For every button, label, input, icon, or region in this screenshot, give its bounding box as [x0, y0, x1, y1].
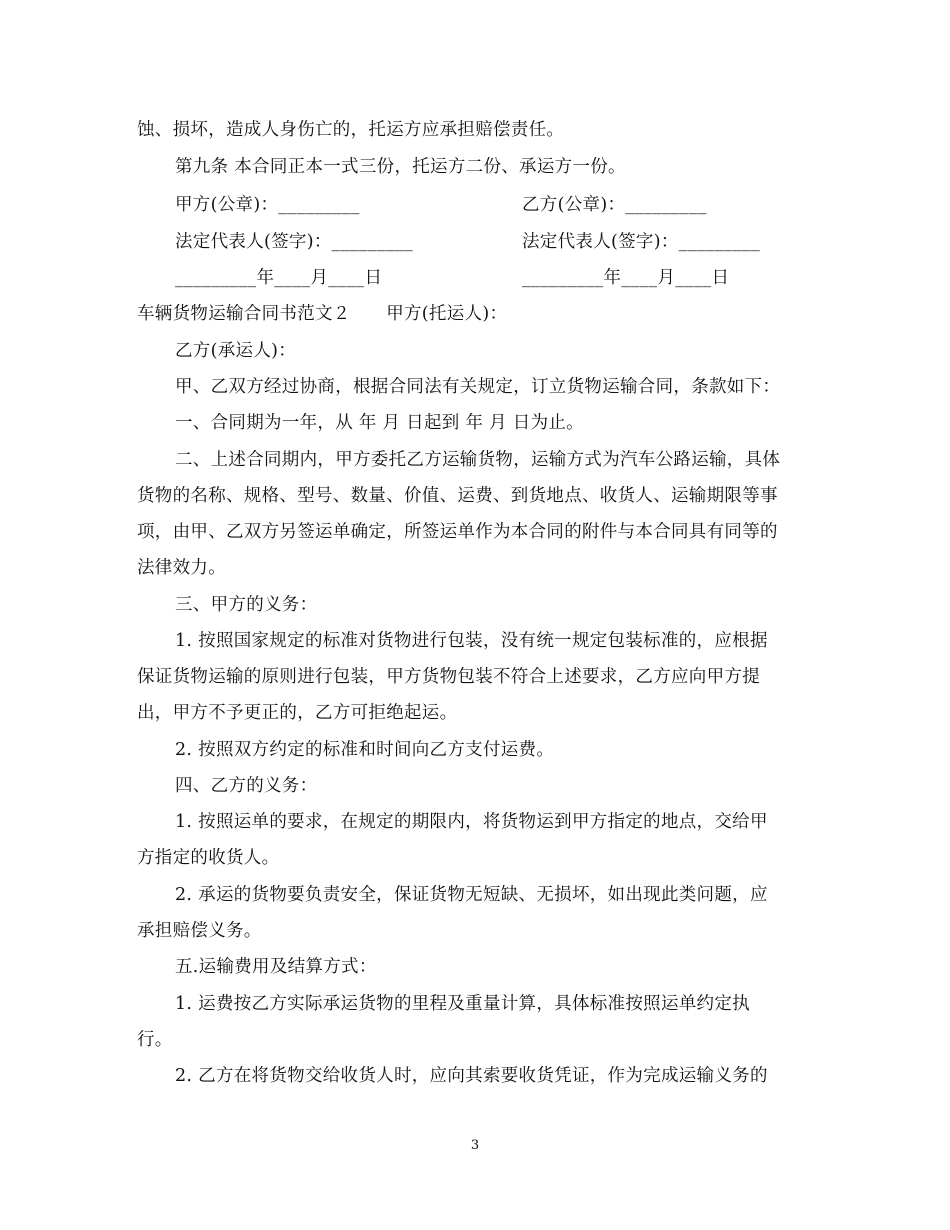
- text-line-20: 出，甲方不予更正的，乙方可拒绝起运。: [137, 703, 458, 723]
- text-line-30: 2. 乙方在将货物交给收货人时，应向其索要收货凭证，作为完成运输义务的: [175, 1066, 768, 1086]
- signature-party-a-seal: 甲方(公章)：_________: [175, 195, 360, 215]
- text-line-17: 三、甲方的义务：: [175, 595, 318, 615]
- signature-party-a-date: _________年____月____日: [175, 268, 383, 288]
- text-line-27: 五.运输费用及结算方式：: [175, 957, 377, 977]
- signature-party-a-representative: 法定代表人(签字)：_________: [175, 232, 414, 252]
- text-line-25: 2. 承运的货物要负责安全，保证货物无短缺、无损坏，如出现此类问题，应: [175, 885, 768, 905]
- text-line-24: 方指定的收货人。: [137, 848, 280, 868]
- text-line-1: 蚀、损坏，造成人身伤亡的，托运方应承担赔偿责任。: [137, 120, 565, 140]
- text-line-29: 行。: [137, 1030, 173, 1050]
- text-line-16: 法律效力。: [137, 558, 226, 578]
- text-line-23: 1. 按照运单的要求，在规定的期限内，将货物运到甲方指定的地点，交给甲: [175, 812, 768, 832]
- text-line-2: 第九条 本合同正本一式三份，托运方二份、承运方一份。: [175, 157, 626, 177]
- text-line-15: 项，由甲、乙双方另签运单确定，所签运单作为本合同的附件与本合同具有同等的: [137, 522, 778, 542]
- text-line-19: 保证货物运输的原则进行包装，甲方货物包装不符合上述要求，乙方应向甲方提: [137, 667, 760, 687]
- text-line-21: 2. 按照双方约定的标准和时间向乙方支付运费。: [175, 740, 555, 760]
- signature-party-b-seal: 乙方(公章)：_________: [522, 195, 707, 215]
- text-line-11: 甲、乙双方经过协商，根据合同法有关规定，订立货物运输合同，条款如下：: [175, 377, 781, 397]
- signature-party-b-representative: 法定代表人(签字)：_________: [522, 232, 761, 252]
- text-line-14: 货物的名称、规格、型号、数量、价值、运费、到货地点、收货人、运输期限等事: [137, 486, 778, 506]
- text-line-18: 1. 按照国家规定的标准对货物进行包装，没有统一规定包装标准的，应根据: [175, 631, 768, 651]
- text-line-28: 1. 运费按乙方实际承运货物的里程及重量计算，具体标准按照运单约定执: [175, 994, 750, 1014]
- signature-party-b-date: _________年____月____日: [522, 268, 730, 288]
- text-line-12: 一、合同期为一年，从 年 月 日起到 年 月 日为止。: [175, 413, 584, 433]
- section-title-line: 车辆货物运输合同书范文２ 甲方(托运人)：: [137, 304, 508, 324]
- text-line-26: 承担赔偿义务。: [137, 921, 262, 941]
- text-line-22: 四、乙方的义务：: [175, 776, 318, 796]
- text-line-13: 二、上述合同期内，甲方委托乙方运输货物，运输方式为汽车公路运输，具体: [175, 450, 781, 470]
- text-line-10: 乙方(承运人)：: [175, 341, 297, 361]
- page-number: 3: [470, 1138, 480, 1153]
